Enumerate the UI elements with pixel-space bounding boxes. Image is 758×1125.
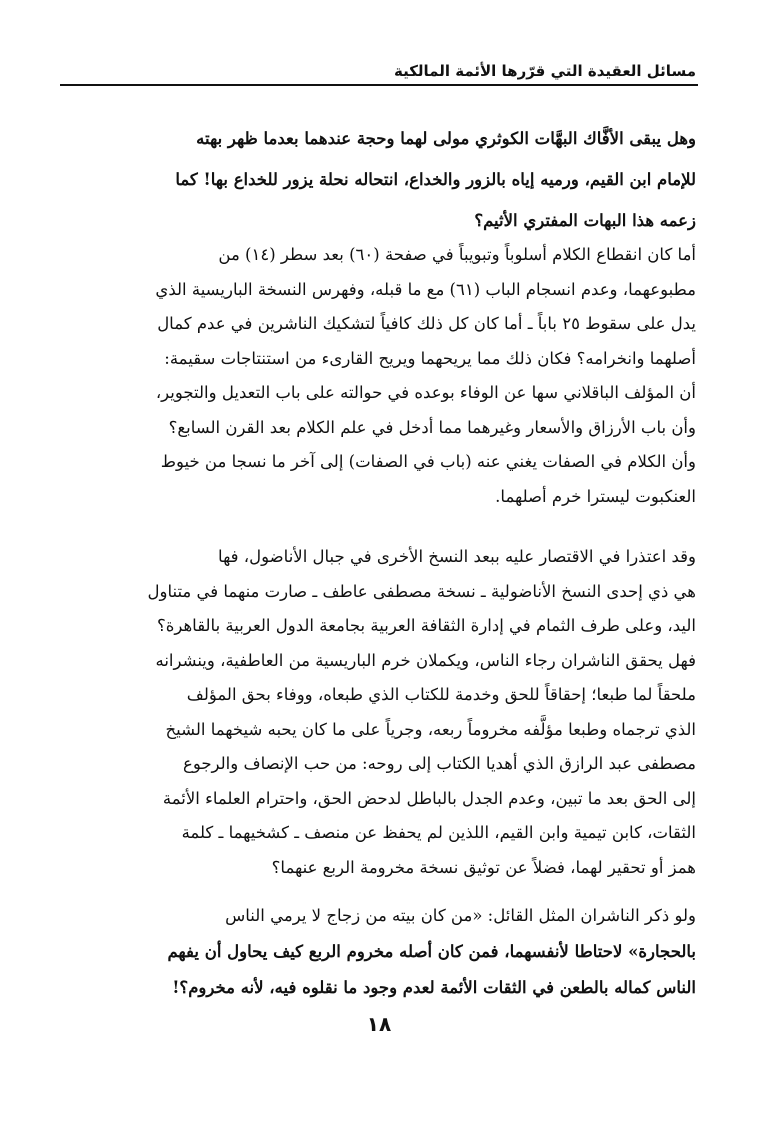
paragraph-line: وقد اعتذرا في الاقتصار عليه ببعد النسخ الأخرى في جبال الأناضول، فها xyxy=(218,547,696,566)
paragraph-3 xyxy=(60,540,696,885)
paragraph-2 xyxy=(60,238,696,514)
paragraph-line: ملحقاً لما طبعا؛ إحقاقاً للحق وخدمة للكتاب الذي طبعاه، ووفاء بحق المؤلف xyxy=(186,685,696,704)
page-number: ١٨ xyxy=(366,1012,392,1036)
paragraph-line: الذي ترجماه وطبعا مؤلَّفه مخروماً ربعه، وجرياً على ما كان يحبه شيخهما الشيخ xyxy=(165,719,696,739)
paragraph-line: العنكبوت ليسترا خرم أصلهما. xyxy=(495,486,696,506)
paragraph-line: بالحجارة» لاحتاطا لأنفسهما، فمن كان أصله مخروم الربع كيف يحاول أن يفهم xyxy=(167,942,696,961)
paragraph-4 xyxy=(60,898,696,1006)
paragraph-line: الثقات، كابن تيمية وابن القيم، اللذين لم يحفظ عن منصف ـ كشخيهما ـ كلمة xyxy=(181,823,696,842)
paragraph-line: ولو ذكر الناشران المثل القائل: «من كان بيته من زجاج لا يرمي الناس xyxy=(225,906,696,925)
paragraph-1 xyxy=(60,118,696,241)
paragraph-line: همز أو تحقير لهما، فضلاً عن توثيق نسخة مخرومة الربع عنهما؟ xyxy=(271,857,696,877)
paragraph-line: مطبوعهما، وعدم انسجام الباب (٦١) مع ما قبله، وفهرس النسخة الباريسية الذي xyxy=(155,279,696,299)
paragraph-line: وأن الكلام في الصفات يغني عنه (باب في الصفات) إلى آخر ما نسجا من خيوط xyxy=(160,452,696,471)
paragraph-line: أصلهما وانخرامه؟ فكان ذلك مما يريحهما ويريح القارىء من استنتاجات سقيمة: xyxy=(164,348,696,368)
running-header-title: مسائل العقيدة التي قرّرها الأئمة المالكية xyxy=(393,62,696,80)
paragraph-line: هي ذي إحدى النسخ الأناضولية ـ نسخة مصطفى عاطف ـ صارت منهما في متناول xyxy=(147,581,696,601)
paragraph-line: يدل على سقوط ٢٥ باباً ـ أما كان كل ذلك كافياً لتشكيك الناشرين في عدم كمال xyxy=(157,314,696,333)
paragraph-line: إلى الحق بعد ما تبين، وعدم الجدل بالباطل لدحض الحق، واحترام العلماء الأئمة xyxy=(162,788,696,808)
paragraph-line: وهل يبقى الأفَّاك البهَّات الكوثري مولى لهما وحجة عندهما بعدما ظهر بهته xyxy=(196,129,696,148)
paragraph-line: مصطفى عبد الرازق الذي أهديا الكتاب إلى روحه: من حب الإنصاف والرجوع xyxy=(182,754,696,773)
paragraph-line: اليد، وعلى طرف الثمام في إدارة الثقافة العربية بجامعة الدول العربية بالقاهرة؟ xyxy=(156,616,696,635)
paragraph-line: أما كان انقطاع الكلام أسلوباً وتبويباً في صفحة (٦٠) بعد سطر (١٤) من xyxy=(218,245,696,264)
paragraph-line: للإمام ابن القيم، ورميه إياه بالزور والخداع، انتحاله نحلة يزور للخداع بها! كما xyxy=(175,170,696,189)
paragraph-line: فهل يحقق الناشران رجاء الناس، ويكملان خرم الباريسية من العاطفية، وينشرانه xyxy=(155,650,696,670)
paragraph-line: الناس كماله بالطعن في الثقات الأئمة لعدم وجود ما نقلوه فيه، لأنه مخروم؟! xyxy=(172,978,696,997)
paragraph-line: وأن باب الأرزاق والأسعار وغيرهما مما أدخل في علم الكلام بعد القرن السابع؟ xyxy=(168,417,696,437)
paragraph-line: أن المؤلف الباقلاني سها عن الوفاء بوعده في حوالته على باب التعديل والتجوير، xyxy=(155,383,696,402)
header-rule xyxy=(60,84,698,86)
paragraph-line: زعمه هذا البهات المفتري الأثيم؟ xyxy=(474,211,696,230)
